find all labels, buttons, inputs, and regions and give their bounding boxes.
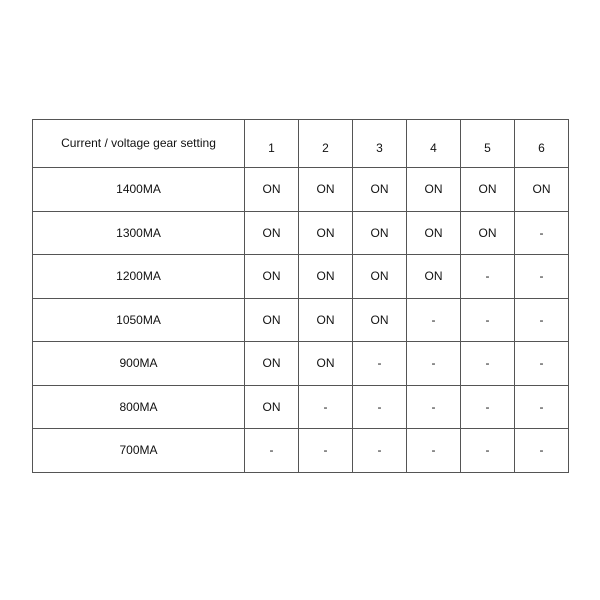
- table-cell: ON: [245, 298, 299, 342]
- table-cell: ON: [245, 342, 299, 386]
- table-cell: -: [407, 342, 461, 386]
- table-cell: ON: [245, 168, 299, 212]
- table-cell: -: [515, 342, 569, 386]
- row-label: 700MA: [33, 429, 245, 473]
- row-label: 800MA: [33, 385, 245, 429]
- table-cell: ON: [299, 255, 353, 299]
- row-label: 900MA: [33, 342, 245, 386]
- row-label: 1400MA: [33, 168, 245, 212]
- table-cell: ON: [353, 298, 407, 342]
- table-cell: -: [353, 342, 407, 386]
- table-cell: ON: [353, 168, 407, 212]
- table-cell: -: [515, 429, 569, 473]
- table-row: [33, 385, 569, 429]
- table-body: [33, 168, 569, 473]
- table-cell: -: [461, 342, 515, 386]
- table-cell: -: [407, 429, 461, 473]
- table-cell: -: [515, 211, 569, 255]
- table-header: [33, 120, 569, 168]
- table-cell: ON: [245, 385, 299, 429]
- table-cell: ON: [461, 168, 515, 212]
- table-cell: ON: [245, 211, 299, 255]
- table-row: [33, 168, 569, 212]
- row-label: 1200MA: [33, 255, 245, 299]
- row-label: 1300MA: [33, 211, 245, 255]
- table-cell: ON: [515, 168, 569, 212]
- table-cell: -: [299, 385, 353, 429]
- table-cell: -: [461, 255, 515, 299]
- switch-header-6: 6: [515, 120, 569, 168]
- table-cell: -: [515, 385, 569, 429]
- table-cell: ON: [407, 168, 461, 212]
- table-cell: ON: [353, 255, 407, 299]
- table-cell: -: [353, 385, 407, 429]
- header-row: [33, 120, 569, 168]
- table-row: [33, 342, 569, 386]
- switch-header-3: 3: [353, 120, 407, 168]
- switch-header-4: 4: [407, 120, 461, 168]
- table-cell: -: [299, 429, 353, 473]
- table-cell: ON: [299, 342, 353, 386]
- table-cell: ON: [299, 298, 353, 342]
- switch-header-1: 1: [245, 120, 299, 168]
- table-cell: ON: [245, 255, 299, 299]
- switch-header-5: 5: [461, 120, 515, 168]
- table-cell: -: [407, 385, 461, 429]
- table-cell: -: [407, 298, 461, 342]
- table-cell: -: [245, 429, 299, 473]
- table-cell: -: [461, 385, 515, 429]
- header-label: Current / voltage gear setting: [33, 120, 245, 168]
- gear-setting-table: [32, 119, 569, 473]
- table-cell: -: [353, 429, 407, 473]
- row-label: 1050MA: [33, 298, 245, 342]
- table-cell: ON: [407, 255, 461, 299]
- table-row: [33, 298, 569, 342]
- table-cell: ON: [461, 211, 515, 255]
- table-cell: -: [461, 298, 515, 342]
- table-cell: ON: [299, 211, 353, 255]
- table-cell: -: [515, 298, 569, 342]
- table-cell: ON: [353, 211, 407, 255]
- table-cell: -: [515, 255, 569, 299]
- table-row: [33, 255, 569, 299]
- switch-header-2: 2: [299, 120, 353, 168]
- table-cell: ON: [407, 211, 461, 255]
- table-cell: -: [461, 429, 515, 473]
- table-row: [33, 211, 569, 255]
- table-cell: ON: [299, 168, 353, 212]
- table-row: [33, 429, 569, 473]
